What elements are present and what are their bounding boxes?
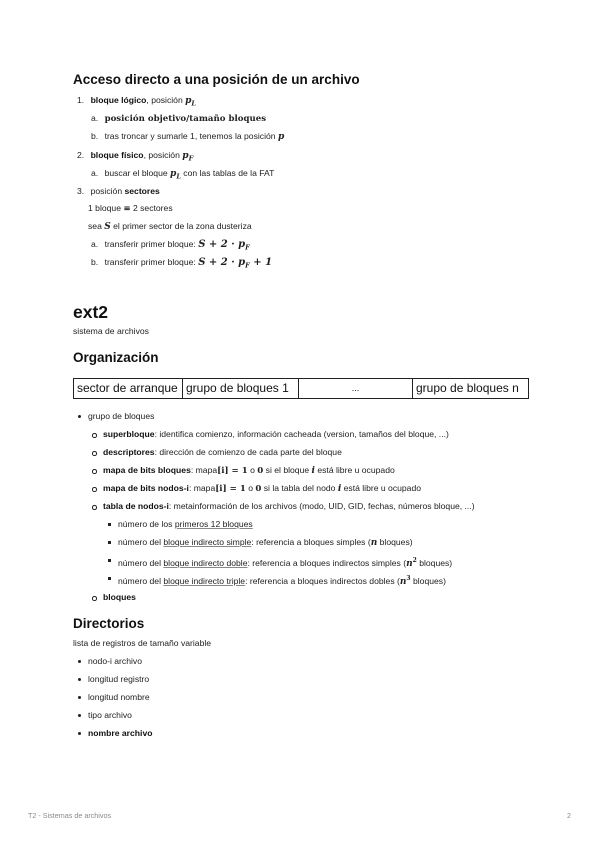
text: 2 sectores (130, 203, 173, 213)
math-var: i (311, 466, 315, 476)
section-title-acceso: Acceso directo a una posición de un archivo (73, 72, 360, 87)
text: si el bloque (263, 465, 312, 475)
circle-bullet-icon (92, 596, 97, 601)
text: o (247, 465, 258, 475)
text: número del (118, 537, 164, 547)
text: sea (88, 221, 105, 231)
circle-bullet-icon (92, 433, 97, 438)
bold-term: superbloque (103, 429, 155, 439)
text: transferir primer bloque: (104, 257, 199, 267)
math-sub: F (245, 261, 250, 270)
list-item-bloques (103, 592, 136, 603)
math-var: p (182, 151, 189, 161)
math-var: p (170, 169, 177, 179)
bold-term: mapa de bits nodos-i (103, 483, 189, 493)
text: , posición (143, 150, 183, 160)
text: número del (118, 557, 164, 568)
text: bloques) (416, 557, 453, 568)
text: número de los (118, 519, 175, 529)
text: está libre u ocupado (314, 465, 395, 475)
underlined-term: bloque indirecto triple (163, 575, 246, 586)
text: transferir primer bloque: (104, 239, 199, 249)
list-item-dir-1: nodo-i archivo (88, 656, 142, 666)
list-item-3 (77, 186, 160, 197)
ext2-subtitle: sistema de archivos (73, 326, 149, 336)
text: tras troncar y sumarle 1, tenemos la posición (104, 131, 278, 141)
square-bullet-icon (108, 577, 111, 580)
text: número del (118, 575, 164, 586)
math-text: posición objetivo/tamaño bloques (104, 114, 267, 124)
list-item-2 (77, 150, 193, 165)
table-cell-grupo1: grupo de bloques 1 (183, 379, 299, 398)
list-letter: b. (91, 257, 99, 267)
math-eq: = 1 (226, 484, 246, 494)
section-title-ext2: ext2 (73, 302, 109, 322)
list-item-descriptores (103, 447, 342, 458)
underlined-term: bloque indirecto doble (163, 557, 248, 568)
circle-bullet-icon (92, 487, 97, 492)
list-item-3a (91, 239, 250, 254)
list-item-1a (91, 113, 266, 125)
list-item-dir-2: longitud registro (88, 674, 150, 684)
underlined-term: primeros 12 bloques (174, 519, 253, 529)
list-item-sub2 (118, 537, 413, 549)
square-bullet-icon (108, 559, 111, 562)
math-zero: 0 (255, 484, 262, 494)
list-number: 1. (77, 95, 85, 105)
list-item-sub4 (118, 573, 446, 588)
bold-term: descriptores (103, 447, 155, 457)
text: : mapa (190, 465, 218, 475)
square-bullet-icon (108, 541, 111, 544)
math-formula: S + 2 · p (198, 239, 246, 250)
text: bloques) (410, 575, 446, 586)
list-item-dir-3: longitud nombre (88, 692, 150, 702)
text: o (245, 483, 256, 493)
math-var: n (370, 538, 378, 548)
math-var: p (277, 132, 285, 142)
bullet-icon (78, 660, 81, 663)
math-sub: F (245, 243, 250, 252)
list-letter: a. (91, 168, 99, 178)
text: bloques) (377, 537, 413, 547)
math-sub: F (188, 154, 194, 163)
list-item-superbloque (103, 429, 449, 440)
list-item-1b (91, 131, 284, 143)
table-cell-grupo-n: grupo de bloques n (416, 381, 519, 395)
math-formula-tail: + 1 (249, 257, 273, 268)
math-index: [i] (215, 484, 227, 494)
math-formula: S + 2 · p (198, 257, 246, 268)
section-title-directorios: Directorios (73, 616, 145, 631)
text: 1 bloque (88, 203, 124, 213)
math-var: i (337, 484, 342, 494)
table-cell-ellipsis: ... (299, 379, 413, 398)
list-letter: a. (91, 113, 99, 123)
list-item-1 (77, 95, 196, 110)
math-sub: L (176, 172, 181, 181)
math-eq: = 1 (228, 466, 248, 476)
line-3a (88, 203, 173, 215)
list-item-mapa-nodos (103, 483, 421, 495)
list-item-dir-4: tipo archivo (88, 710, 132, 720)
math-var: S (104, 222, 111, 232)
math-var: n (406, 558, 413, 569)
bullet-icon (78, 732, 81, 735)
list-item-2a (91, 168, 274, 183)
math-exponent: 2 (412, 557, 417, 564)
list-item-grupo: grupo de bloques (88, 411, 155, 421)
text: : identifica comienzo, información cacheada (version, tamaños del bloque, ...) (154, 429, 449, 439)
math-zero: 0 (257, 466, 264, 476)
bullet-icon (78, 696, 81, 699)
text: está libre u ocupado (341, 483, 422, 493)
math-sub: L (191, 99, 196, 108)
list-item-sub3 (118, 555, 452, 570)
underlined-term: bloque indirecto simple (163, 537, 252, 547)
bold-term: tabla de nodos-i (103, 501, 169, 511)
bullet-icon (78, 678, 81, 681)
bold-term: bloque físico (90, 150, 144, 160)
line-3b (88, 221, 252, 233)
section-title-organizacion: Organización (73, 350, 159, 365)
footer-title: T2 - Sistemas de archivos (28, 811, 112, 820)
bold-term: sectores (124, 186, 160, 196)
text: el primer sector de la zona dusteriza (110, 221, 252, 231)
list-letter: a. (91, 239, 99, 249)
list-item-mapa-bloques (103, 465, 395, 477)
text: : metainformación de los archivos (modo, UID, GID, fechas, números bloque, ...) (168, 501, 475, 511)
bullet-icon (78, 714, 81, 717)
organization-table (73, 378, 529, 399)
text: , posición (146, 95, 186, 105)
bold-term: nombre archivo (88, 728, 153, 738)
text: : mapa (188, 483, 216, 493)
math-var: p (185, 96, 192, 106)
text: si la tabla del nodo (261, 483, 338, 493)
text: : referencia a bloques indirectos dobles ( (245, 575, 400, 586)
text: : referencia a bloques simples ( (251, 537, 371, 547)
list-number: 3. (77, 186, 85, 196)
directorios-subtitle: lista de registros de tamaño variable (73, 638, 212, 648)
circle-bullet-icon (92, 505, 97, 510)
table-cell-sector: sector de arranque (74, 379, 183, 398)
list-item-sub1 (118, 519, 253, 530)
bold-term: bloques (103, 592, 136, 602)
list-item-dir-5 (88, 728, 152, 739)
bold-term: mapa de bits bloques (103, 465, 191, 475)
text: : dirección de comienzo de cada parte del bloque (154, 447, 342, 457)
circle-bullet-icon (92, 451, 97, 456)
text: buscar el bloque (104, 168, 171, 178)
math-var: n (399, 576, 407, 587)
square-bullet-icon (108, 523, 111, 526)
list-letter: b. (91, 131, 99, 141)
text: con las tablas de la FAT (180, 168, 275, 178)
list-item-tabla (103, 501, 475, 512)
text: posición (90, 186, 125, 196)
bullet-icon (78, 415, 81, 418)
math-index: [i] (217, 466, 229, 476)
math-symbol: ≡ (123, 204, 131, 214)
text: : referencia a bloques indirectos simples ( (247, 557, 407, 568)
bold-term: bloque lógico (90, 95, 147, 105)
circle-bullet-icon (92, 469, 97, 474)
list-number: 2. (77, 150, 85, 160)
list-item-3b (91, 257, 272, 272)
footer-page-number: 2 (567, 811, 571, 820)
math-exponent: 3 (406, 575, 411, 582)
